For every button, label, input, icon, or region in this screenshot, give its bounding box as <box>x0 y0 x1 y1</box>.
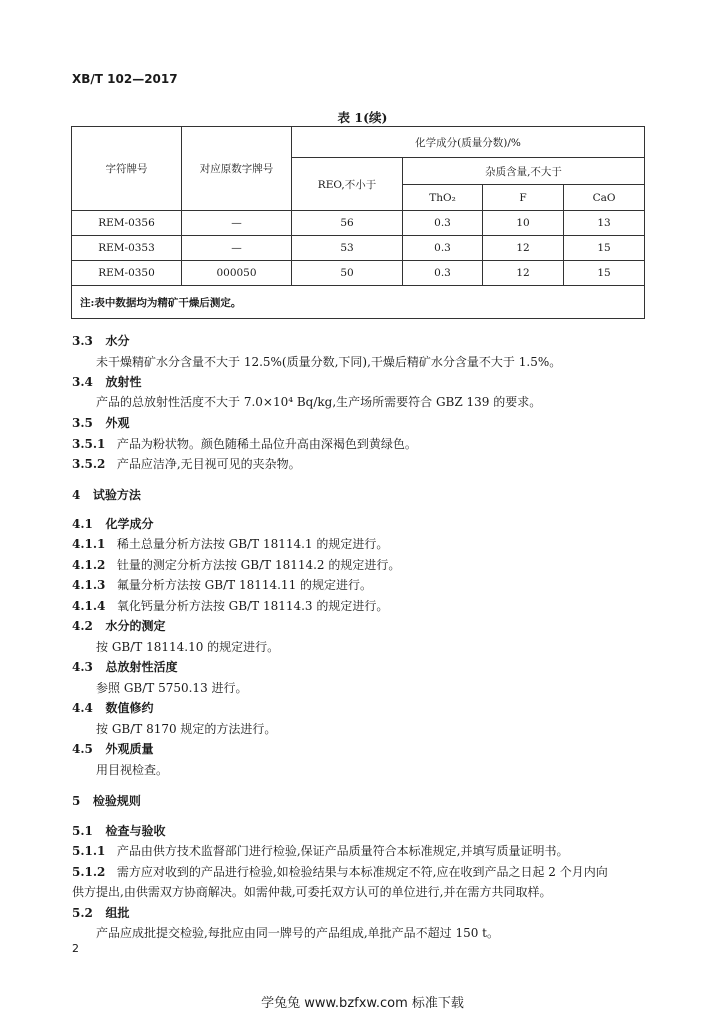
section-title: 水分 <box>105 334 130 348</box>
section-text: 氟量分析方法按 GB/T 18114.11 的规定进行。 <box>116 578 373 592</box>
header-tho2: ThO₂ <box>403 185 483 211</box>
section-number: 5.2 <box>72 906 93 920</box>
header-brand: 字符牌号 <box>72 127 182 211</box>
page-number: 2 <box>72 942 79 955</box>
cell-tho2: 0.3 <box>403 211 483 236</box>
section-title: 外观质量 <box>105 742 154 756</box>
cell-cao: 13 <box>564 211 645 236</box>
para-4-1-2 <box>72 556 400 573</box>
section-title: 检查与验收 <box>105 824 166 838</box>
section-number: 3.5.1 <box>72 437 106 451</box>
section-number: 4.3 <box>72 660 93 674</box>
table-row <box>72 236 645 261</box>
para-4-2: 按 GB/T 18114.10 的规定进行。 <box>96 640 280 654</box>
cell-tho2: 0.3 <box>403 261 483 286</box>
table-note: 注:表中数据均为精矿干燥后测定。 <box>72 286 645 319</box>
section-number: 5.1 <box>72 824 93 838</box>
heading-4-3 <box>72 658 177 675</box>
cell-tho2: 0.3 <box>403 236 483 261</box>
heading-5 <box>72 792 141 809</box>
para-4-5: 用目视检查。 <box>96 763 169 777</box>
header-impurity: 杂质含量,不大于 <box>403 158 645 185</box>
para-4-1-3 <box>72 576 372 593</box>
para-5-1-2-cont: 供方提出,由供需双方协商解决。如需仲裁,可委托双方认可的单位进行,并在需方共同取样。 <box>72 885 552 899</box>
header-chem-composition: 化学成分(质量分数)/% <box>292 127 645 158</box>
table-row <box>72 261 645 286</box>
cell-f: 12 <box>483 261 564 286</box>
header-cao: CaO <box>564 185 645 211</box>
table-row <box>72 211 645 236</box>
cell-orig: — <box>182 236 292 261</box>
para-3-5-2 <box>72 455 301 472</box>
section-number: 3.5.2 <box>72 457 106 471</box>
header-f: F <box>483 185 564 211</box>
section-text: 稀土总量分析方法按 GB/T 18114.1 的规定进行。 <box>116 537 389 551</box>
section-number: 5.1.2 <box>72 865 106 879</box>
section-title: 数值修约 <box>105 701 154 715</box>
para-3-4: 产品的总放射性活度不大于 7.0×10⁴ Bq/kg,生产场所需要符合 GBZ 139 的要求。 <box>96 395 542 409</box>
heading-3-3 <box>72 332 129 349</box>
header-reo: REO,不小于 <box>292 158 403 211</box>
cell-brand: REM-0350 <box>72 261 182 286</box>
table-caption: 表 1(续) <box>337 110 388 125</box>
para-5-1-2 <box>72 863 608 880</box>
para-5-2: 产品应成批提交检验,每批应由同一牌号的产品组成,单批产品不超过 150 t。 <box>96 926 499 940</box>
section-number: 3.4 <box>72 375 93 389</box>
section-title: 化学成分 <box>105 517 154 531</box>
cell-f: 12 <box>483 236 564 261</box>
section-number: 4.5 <box>72 742 93 756</box>
cell-orig: 000050 <box>182 261 292 286</box>
section-title: 水分的测定 <box>105 619 166 633</box>
section-number: 4.2 <box>72 619 93 633</box>
section-text: 钍量的测定分析方法按 GB/T 18114.2 的规定进行。 <box>116 558 401 572</box>
chemical-composition-table <box>71 126 645 319</box>
section-text: 氧化钙量分析方法按 GB/T 18114.3 的规定进行。 <box>116 599 389 613</box>
para-5-1-1 <box>72 842 569 859</box>
cell-orig: — <box>182 211 292 236</box>
section-number: 4.1.2 <box>72 558 106 572</box>
cell-reo: 53 <box>292 236 403 261</box>
heading-4-2 <box>72 617 165 634</box>
section-number: 4.4 <box>72 701 93 715</box>
heading-4 <box>72 486 141 503</box>
section-title: 外观 <box>105 416 130 430</box>
footer-watermark: 学兔兔 www.bzfxw.com 标准下载 <box>261 996 464 1011</box>
section-title: 组批 <box>105 906 130 920</box>
section-number: 4 <box>72 488 81 502</box>
para-4-1-1 <box>72 535 388 552</box>
section-number: 4.1.3 <box>72 578 106 592</box>
heading-3-4 <box>72 373 141 390</box>
cell-cao: 15 <box>564 261 645 286</box>
cell-brand: REM-0356 <box>72 211 182 236</box>
cell-cao: 15 <box>564 236 645 261</box>
section-number: 5.1.1 <box>72 844 106 858</box>
heading-4-1 <box>72 515 153 532</box>
section-number: 5 <box>72 794 81 808</box>
section-title: 试验方法 <box>92 488 141 502</box>
heading-4-5 <box>72 740 153 757</box>
section-text: 产品应洁净,无目视可见的夹杂物。 <box>116 457 301 471</box>
para-4-4: 按 GB/T 8170 规定的方法进行。 <box>96 722 277 736</box>
cell-brand: REM-0353 <box>72 236 182 261</box>
section-title: 放射性 <box>105 375 142 389</box>
cell-reo: 56 <box>292 211 403 236</box>
heading-3-5 <box>72 414 129 431</box>
document-code: XB/T 102—2017 <box>72 72 178 86</box>
section-text: 产品由供方技术监督部门进行检验,保证产品质量符合本标准规定,并填写质量证明书。 <box>116 844 569 858</box>
header-orig-brand: 对应原数字牌号 <box>182 127 292 211</box>
section-number: 3.5 <box>72 416 93 430</box>
section-title: 检验规则 <box>92 794 141 808</box>
heading-5-1 <box>72 822 165 839</box>
para-4-1-4 <box>72 597 388 614</box>
section-number: 4.1 <box>72 517 93 531</box>
section-number: 4.1.1 <box>72 537 106 551</box>
section-number: 4.1.4 <box>72 599 106 613</box>
cell-reo: 50 <box>292 261 403 286</box>
heading-5-2 <box>72 904 129 921</box>
section-title: 总放射性活度 <box>105 660 178 674</box>
para-3-5-1 <box>72 435 417 452</box>
para-3-3: 未干燥精矿水分含量不大于 12.5%(质量分数,下同),干燥后精矿水分含量不大于 1.5%。 <box>96 355 562 369</box>
section-text: 产品为粉状物。颜色随稀土品位升高由深褐色到黄绿色。 <box>116 437 417 451</box>
cell-f: 10 <box>483 211 564 236</box>
heading-4-4 <box>72 699 153 716</box>
section-text: 需方应对收到的产品进行检验,如检验结果与本标准规定不符,应在收到产品之日起 2 个月内向 <box>116 865 608 879</box>
section-number: 3.3 <box>72 334 93 348</box>
para-4-3: 参照 GB/T 5750.13 进行。 <box>96 681 248 695</box>
